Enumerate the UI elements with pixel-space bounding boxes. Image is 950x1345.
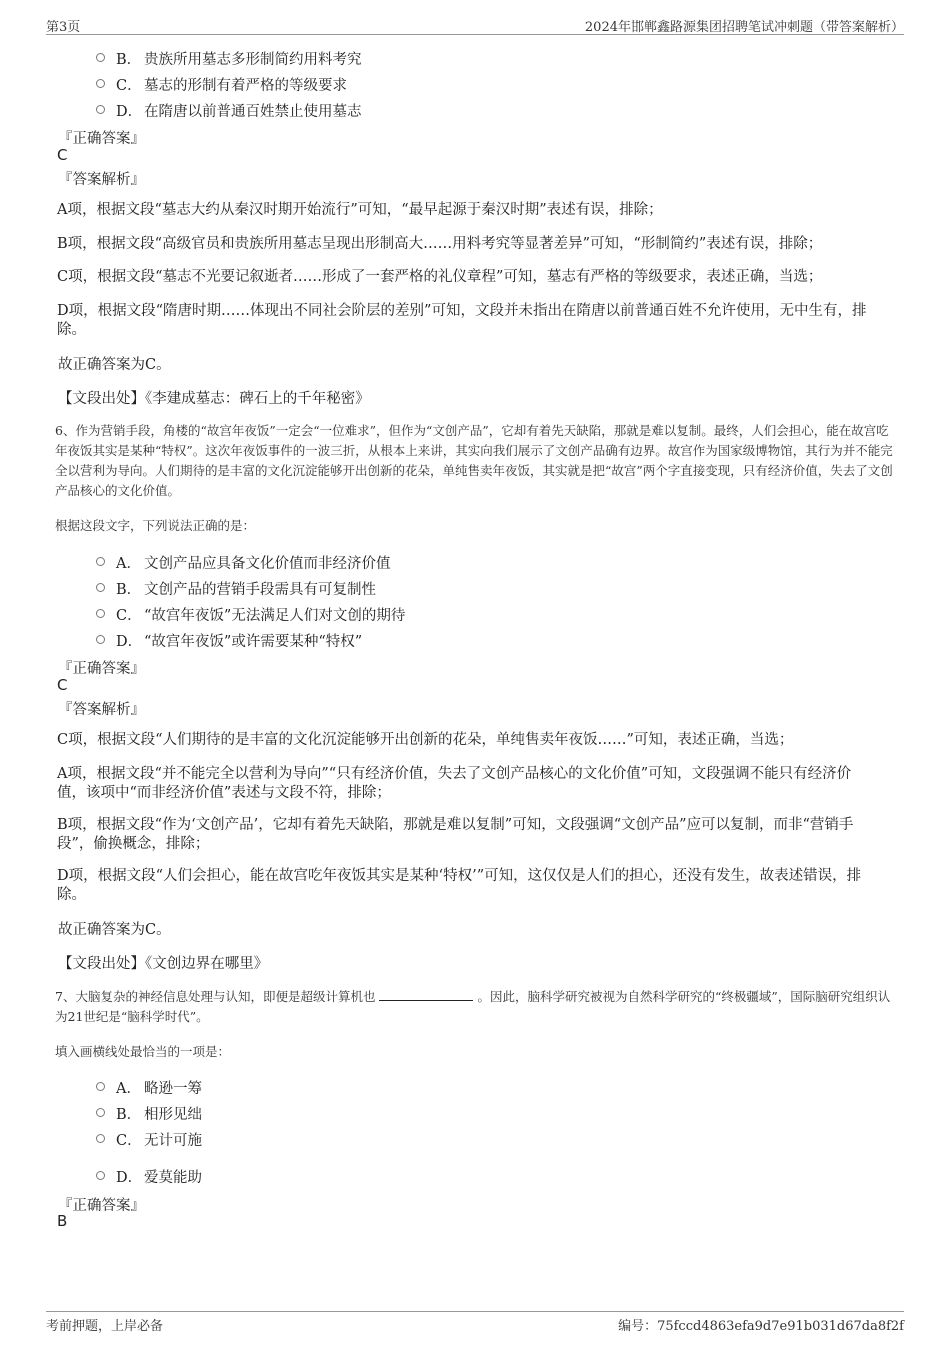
q6-analysis-d: D项，根据文段“人们会担心，能在故宫吃年夜饭其实是某种‘特权’”可知，这仅仅是人们的担心，还没有发生，故表述错误，排除。 <box>57 868 862 903</box>
page-number: 第3页 <box>46 20 81 35</box>
radio-icon[interactable] <box>96 557 105 566</box>
q5-analysis-b: B项，根据文段“高级官员和贵族所用墓志呈现出形制高大……用料考究等显著差异”可知，“形制简约”表述有误，排除； <box>57 236 823 252</box>
q5-source: 【文段出处】《李建成墓志：碑石上的千年秘密》 <box>58 391 370 407</box>
document-code: 编号：75fccd4863efa9d7e91b031d67da8f2f <box>618 1319 904 1334</box>
radio-icon[interactable] <box>96 105 105 114</box>
fill-blank <box>379 988 473 1001</box>
q6-analysis-c: C项，根据文段“人们期待的是丰富的文化沉淀能够开出创新的花朵，单纯售卖年夜饭……”可知，表述正确，当选； <box>57 732 794 748</box>
radio-icon[interactable] <box>96 79 105 88</box>
q5-conclusion: 故正确答案为C。 <box>58 357 171 373</box>
q7-prompt: 填入画横线处最恰当的一项是： <box>55 1044 231 1059</box>
radio-icon[interactable] <box>96 1134 105 1143</box>
q6-question: 6、作为营销手段，角楼的“故宫年夜饭”一定会“一位难求”，但作为“文创产品”，它却有着先天缺陷，那就是难以复制。最终，人们会担心，能在故宫吃年夜饭其实是某种“特权”。这次年夜饭事件的一波三折，从根本上来讲，其实向我们展示了文创产品确有边界。故宫作为国家级博物馆，其行为并不能完全以营利为导向。人们期待的是丰富的文化沉淀能够开出创新的花朵，单纯售卖年夜饭，其实就是把“故宫”两个字直接变现，只有经济价值，失去了文创产品核心的文化价值。 <box>55 423 893 498</box>
q7-correct-label: 『正确答案』 <box>58 1198 145 1214</box>
radio-icon[interactable] <box>96 583 105 592</box>
q5-answer: C <box>57 146 68 164</box>
document-title: 2024年邯郸鑫路源集团招聘笔试冲刺题（带答案解析） <box>584 20 904 35</box>
q5-analysis-a: A项，根据文段“墓志大约从秦汉时期开始流行”可知，“最早起源于秦汉时期”表述有误，排除； <box>57 202 663 218</box>
page-footer <box>46 1311 904 1336</box>
footer-slogan: 考前押题，上岸必备 <box>46 1319 164 1334</box>
radio-icon[interactable] <box>96 1082 105 1091</box>
q7-question: 7、大脑复杂的神经信息处理与认知，即便是超级计算机也 。因此，脑科学研究被视为自然科学研究的“终极疆域”，国际脑研究组织认为21世纪是“脑科学时代”。 <box>55 989 891 1024</box>
q6-source: 【文段出处】《文创边界在哪里》 <box>58 956 269 972</box>
q5-analysis-label: 『答案解析』 <box>58 172 145 188</box>
q6-answer: C <box>57 676 68 694</box>
page-header <box>46 14 904 35</box>
q6-correct-label: 『正确答案』 <box>58 661 145 677</box>
q5-analysis-d: D项，根据文段“隋唐时期……体现出不同社会阶层的差别”可知，文段并未指出在隋唐以前普通百姓不允许使用，无中生有，排除。 <box>57 303 867 338</box>
radio-icon[interactable] <box>96 1108 105 1117</box>
q6-analysis-b: B项，根据文段“作为‘文创产品’，它却有着先天缺陷，那就是难以复制”可知，文段强调“文创产品”应可以复制，而非“营销手段”，偷换概念，排除； <box>57 817 854 852</box>
radio-icon[interactable] <box>96 635 105 644</box>
q7-answer: B <box>57 1212 68 1230</box>
q5-analysis-c: C项，根据文段“墓志不光要记叙逝者……形成了一套严格的礼仪章程”可知，墓志有严格的等级要求，表述正确，当选； <box>57 269 823 285</box>
q6-prompt: 根据这段文字，下列说法正确的是： <box>55 518 256 533</box>
radio-icon[interactable] <box>96 53 105 62</box>
q5-correct-label: 『正确答案』 <box>58 131 145 147</box>
q6-conclusion: 故正确答案为C。 <box>58 922 171 938</box>
radio-icon[interactable] <box>96 609 105 618</box>
radio-icon[interactable] <box>96 1171 105 1180</box>
q6-analysis-label: 『答案解析』 <box>58 702 145 718</box>
q6-analysis-a: A项，根据文段“并不能完全以营利为导向”“只有经济价值，失去了文创产品核心的文化价值”可知，文段强调不能只有经济价值，该项中“而非经济价值”表述与文段不符，排除； <box>57 766 852 801</box>
